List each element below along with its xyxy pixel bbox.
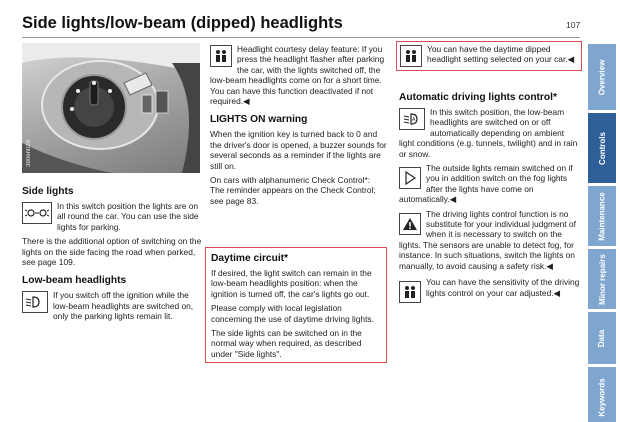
svg-text:A: A [412,117,416,123]
auto-text-4: You can have the sensitivity of the driving lights control on your car adjusted.◀ [426,277,580,298]
tab-overview[interactable] [588,44,616,110]
low-beam-heading: Low-beam headlights [22,275,127,287]
low-beam-icon [22,291,48,313]
daytime-heading: Daytime circuit* [211,253,289,264]
auto-text-2: The outside lights remain switched on if you in addition switch on the fog lights after the lights have come on automatically.◀ [399,163,573,205]
lights-on-text-1: When the ignition key is turned back to 0 and the driver's door is opened, a buzzer sounds for several seconds as a reminder if the lights are still on. [210,129,387,171]
tab-keywords-label: Keywords [597,377,607,417]
side-lights-heading: Side lights [22,186,74,197]
tab-overview-label: Overview [597,59,607,95]
daytime-text-3: The side lights can be switched on in the normal way when required, as described under "Side lights". [211,328,362,359]
info-hand-icon-2 [400,45,422,67]
warning-triangle-icon [399,213,421,235]
auto-heading: Automatic driving lights control* [399,92,557,103]
side-lights-text-cont: There is the additional option of switching on the lights on the side facing the road when parked, see page 109. [22,236,202,268]
daytime-note-text: You can have the daytime dipped headlight setting selected on your car.◀ [427,44,575,65]
daytime-note-box [396,41,582,71]
info-hand-icon [210,45,232,67]
daytime-text-2: Please comply with local legislation concerning the use of daytime driving lights. [211,303,374,324]
courtesy-text: Headlight courtesy delay feature: If you press the headlight flasher after parking the car, with the lights switched off, the low-beam headlights come on for a short time. You can have this function deactivated if not required.◀ [210,44,385,107]
column-3 [399,88,581,304]
tab-controls[interactable] [588,113,616,183]
lights-on-text-3: The reminder appears on the Check Control; see page 83. [210,185,376,206]
tab-maintenance[interactable] [588,186,616,246]
daytime-text-1: If desired, the light switch can remain in the low-beam headlights position: when the ignition is turned off, the car's lights go out. [211,268,372,299]
lights-on-text-2: On cars with alphanumeric Check Control*: [210,175,371,186]
page-title: Side lights/low-beam (dipped) headlights [22,14,343,32]
tab-maintenance-label: Maintenance [597,191,607,241]
tab-data-label: Data [597,329,607,347]
tab-minor-repairs[interactable] [588,249,616,309]
tab-keywords[interactable] [588,367,616,422]
auto-text-3: The driving lights control function is no substitute for your individual judgment of when it is necessary to switch on the lights. The sensors are unable to detect fog, for instance. In such situations, switch the lights on manually, to avoid causing a safety risk.◀ [399,208,576,271]
info-hand-icon-3 [399,281,421,303]
title-rule [22,37,580,38]
tab-data[interactable] [588,312,616,364]
arrow-right-icon [399,167,421,189]
daytime-circuit-box [205,247,387,363]
tab-minor-repairs-label: Minor repairs [597,253,607,305]
light-switch-illustration [22,43,200,173]
page-number: 107 [566,20,581,30]
column-1 [22,182,202,326]
side-lights-icon [22,202,52,224]
light-switch-photo [22,43,200,173]
auto-lights-icon [399,108,425,130]
sidebar-tabs [588,44,616,422]
column-2 [210,44,388,210]
tab-controls-label: Controls [597,131,607,165]
side-lights-text: In this switch position the lights are on all round the car. You can use the side lights for parking. [57,201,199,232]
lights-on-heading: LIGHTS ON warning [210,114,308,126]
auto-text-1: In this switch position, the low-beam headlights are switched on or off automatically depending on ambient light conditions (e.g. tunnels, twilight) and in rain or snow. [399,107,578,159]
photo-code: 390en028 [26,140,32,167]
low-beam-text: If you switch off the ignition while the low-beam headlights are switched on, only the parking lights remain lit. [53,290,194,322]
